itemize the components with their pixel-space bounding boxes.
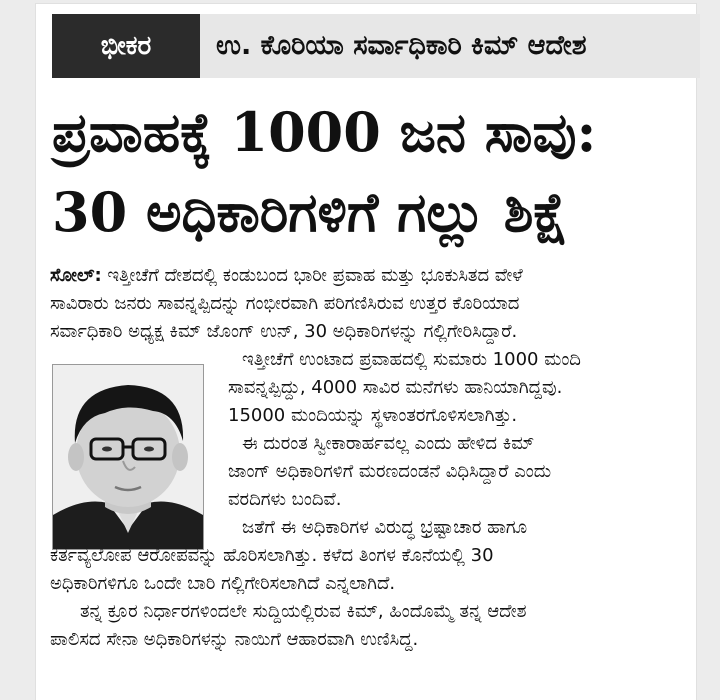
article-line: ಜತೆಗೆ ಈ ಅಧಿಕಾರಿಗಳ ವಿರುದ್ಧ ಭ್ರಷ್ಟಾಚಾರ ಹಾಗೂ xyxy=(242,517,528,538)
article-line: 15000 ಮಂದಿಯನ್ನು ಸ್ಥಳಾಂತರಗೊಳಿಸಲಾಗಿತ್ತು. xyxy=(228,405,518,426)
headline xyxy=(52,92,692,252)
article-line: ಕರ್ತವ್ಯಲೋಪ ಆರೋಪವನ್ನು ಹೊರಿಸಲಾಗಿತ್ತು. ಕಳೆದ ತಿಂಗಳ ಕೊನೆಯಲ್ಲಿ 30 xyxy=(50,545,494,566)
headline-line-1: ಪ್ರವಾಹಕ್ಕೆ 1000 ಜನ ಸಾವು: xyxy=(52,100,597,164)
article-line: ಸರ್ವಾಧಿಕಾರಿ ಅಧ್ಯಕ್ಷ ಕಿಮ್ ಜೊಂಗ್ ಉನ್, 30 ಅಧಿಕಾರಿಗಳನ್ನು ಗಲ್ಲಿಗೇರಿಸಿದ್ದಾರೆ. xyxy=(50,321,518,342)
article-line: ಈ ದುರಂತ ಸ್ವೀಕಾರಾರ್ಹವಲ್ಲ ಎಂದು ಹೇಳಿದ ಕಿಮ್ xyxy=(242,433,535,454)
headline-line-2: 30 ಅಧಿಕಾರಿಗಳಿಗೆ ಗಲ್ಲು ಶಿಕ್ಷೆ xyxy=(52,180,569,244)
article-line: ಪಾಲಿಸದ ಸೇನಾ ಅಧಿಕಾರಿಗಳನ್ನು ನಾಯಿಗೆ ಆಹಾರವಾಗಿ ಉಣಿಸಿದ್ದ. xyxy=(50,629,419,650)
article-line: ಸಾವಿರಾರು ಜನರು ಸಾವನ್ನಪ್ಪಿದನ್ನು ಗಂಭೀರವಾಗಿ ಪರಿಗಣಿಸಿರುವ ಉತ್ತರ ಕೊರಿಯಾದ xyxy=(50,293,520,314)
article-line: ತನ್ನ ಕ್ರೂರ ನಿರ್ಧಾರಗಳಿಂದಲೇ ಸುದ್ದಿಯಲ್ಲಿರುವ ಕಿಮ್, ಹಿಂದೊಮ್ಮೆ ತನ್ನ ಆದೇಶ xyxy=(80,601,527,622)
article-line: ಸೋಲ್: ಇತ್ತೀಚೆಗೆ ದೇಶದಲ್ಲಿ ಕಂಡುಬಂದ ಭಾರೀ ಪ್ರವಾಹ ಮತ್ತು ಭೂಕುಸಿತದ ವೇಳೆ xyxy=(50,265,523,286)
article-line: ಇತ್ತೀಚೆಗೆ ಉಂಟಾದ ಪ್ರವಾಹದಲ್ಲಿ ಸುಮಾರು 1000 ಮಂದಿ xyxy=(242,349,581,370)
dateline: ಸೋಲ್: xyxy=(50,265,102,286)
section-tag: ಭೀಕರ xyxy=(52,14,200,78)
article-line: ಅಧಿಕಾರಿಗಳಿಗೂ ಒಂದೇ ಬಾರಿ ಗಲ್ಲಿಗೇರಿಸಲಾಗಿದೆ ಎನ್ನಲಾಗಿದೆ. xyxy=(50,573,396,594)
article-line: ಜಾಂಗ್ ಅಧಿಕಾರಿಗಳಿಗೆ ಮರಣದಂಡನೆ ವಿಧಿಸಿದ್ದಾರೆ ಎಂದು xyxy=(228,461,552,482)
article-line: ಸಾವನ್ನಪ್ಪಿದ್ದು, 4000 ಸಾವಿರ ಮನೆಗಳು ಹಾನಿಯಾಗಿದ್ದವು. xyxy=(228,377,563,398)
article-body xyxy=(50,262,690,654)
kicker-text: ಉ. ಕೊರಿಯಾ ಸರ್ವಾಧಿಕಾರಿ ಕಿಮ್ ಆದೇಶ xyxy=(216,30,587,61)
newspaper-clipping xyxy=(36,4,696,700)
article-line: ವರದಿಗಳು ಬಂದಿವೆ. xyxy=(228,489,342,510)
